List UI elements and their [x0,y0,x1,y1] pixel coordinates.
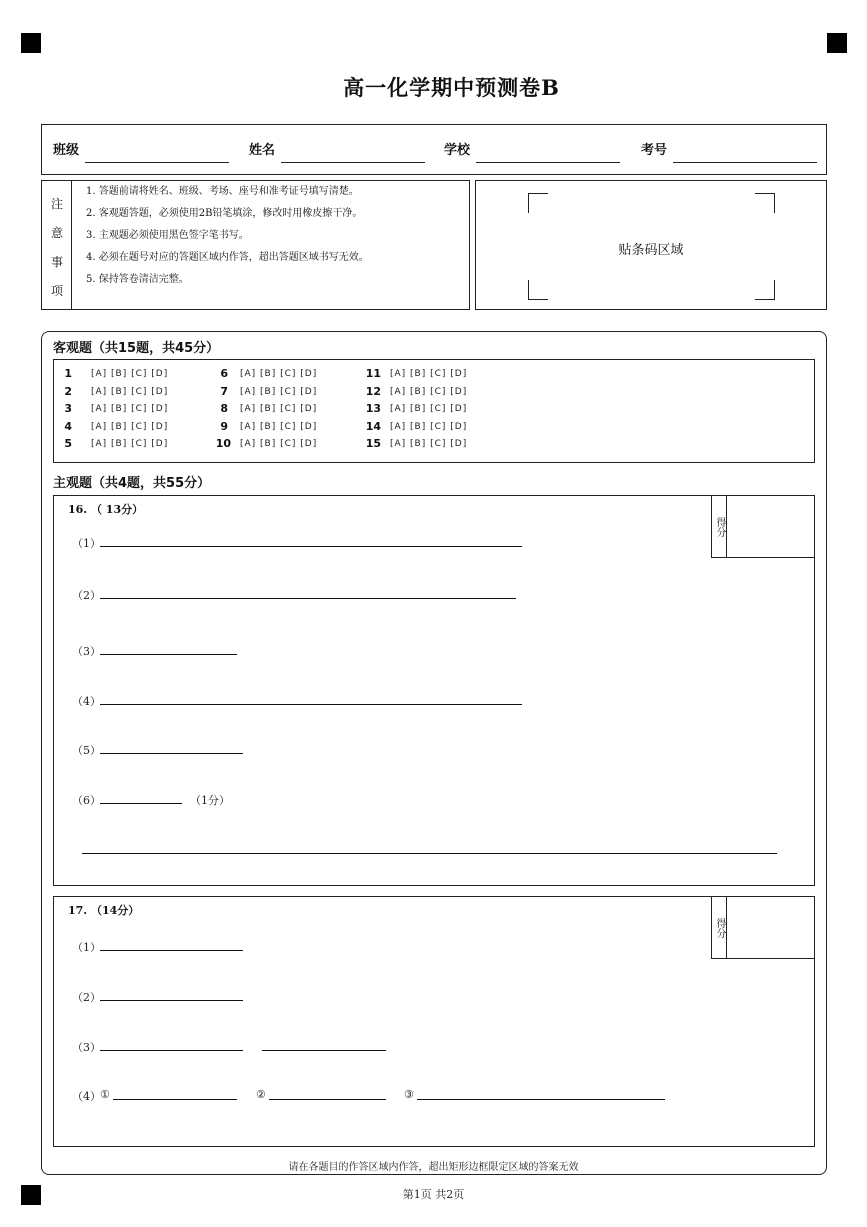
score-box[interactable] [711,897,814,959]
name-label: 姓名 [249,143,276,158]
q16-extra-answer-line[interactable] [82,853,777,854]
answer-options[interactable]: [A] [B] [C] [D] [390,404,468,414]
q17-part-4-mark-1: ① [100,1088,110,1101]
q17-part-4-label: （4） [72,1090,101,1103]
q17-part-3-label: （3） [72,1041,101,1054]
question-16-header: 16. （ 13分） [68,503,144,516]
student-info-box [41,124,827,175]
q16-part-2-answer-line[interactable] [100,598,516,599]
barcode-corner-bottom-left [528,280,548,300]
answer-options[interactable]: [A] [B] [C] [D] [240,369,318,379]
notice-char: 事 [50,255,63,269]
notice-side-label [42,181,72,309]
footer-note: 请在各题目的作答区域内作答，超出矩形边框限定区域的答案无效 [288,1162,579,1173]
answer-options[interactable]: [A] [B] [C] [D] [91,369,169,379]
page-number: 第1页 共2页 [402,1188,465,1201]
q17-part-1-label: （1） [72,941,101,954]
question-number: 2 [64,385,72,398]
answer-options[interactable]: [A] [B] [C] [D] [240,439,318,449]
objective-section-title: 客观题（共15题，共45分） [53,341,220,356]
answer-options[interactable]: [A] [B] [C] [D] [240,387,318,397]
question-number: 9 [220,420,228,433]
question-number: 13 [365,402,381,415]
q17-part-3-answer-line-a[interactable] [100,1050,243,1051]
score-label [712,496,727,557]
exam-number-field[interactable] [673,162,817,163]
answer-options[interactable]: [A] [B] [C] [D] [390,387,468,397]
question-number: 7 [220,385,228,398]
answer-options[interactable]: [A] [B] [C] [D] [91,387,169,397]
barcode-label: 贴条码区域 [618,243,684,258]
question-number: 5 [64,437,72,450]
q17-part-4-mark-3: ③ [404,1088,414,1101]
question-number: 6 [220,367,228,380]
q16-part-6-answer-line[interactable] [100,803,182,804]
question-number: 15 [365,437,381,450]
question-number: 8 [220,402,228,415]
exam-number-label: 考号 [641,143,668,158]
notice-char: 项 [50,284,63,298]
name-field[interactable] [281,162,425,163]
barcode-area [475,180,827,310]
q17-part-4-mark-2: ② [256,1088,266,1101]
notice-list [86,181,466,291]
subjective-section-title: 主观题（共4题，共55分） [53,476,211,491]
notice-item: 2. 客观题答题，必须使用2B铅笔填涂，修改时用橡皮擦干净。 [86,208,363,219]
class-label: 班级 [53,143,80,158]
score-label [712,897,727,958]
answer-options[interactable]: [A] [B] [C] [D] [91,422,169,432]
question-number: 14 [365,420,381,433]
answer-options[interactable]: [A] [B] [C] [D] [91,439,169,449]
question-number: 12 [365,385,381,398]
q16-part-6-label: （6） [72,794,101,807]
school-field[interactable] [476,162,620,163]
score-label-text: 得分 [714,917,725,938]
q17-part-3-answer-line-b[interactable] [262,1050,386,1051]
answer-options[interactable]: [A] [B] [C] [D] [390,422,468,432]
notice-item: 4. 必须在题号对应的答题区域内作答，超出答题区域书写无效。 [86,252,369,263]
class-field[interactable] [85,162,229,163]
answer-options[interactable]: [A] [B] [C] [D] [240,422,318,432]
notice-item: 3. 主观题必须使用黑色签字笔书写。 [86,230,249,241]
barcode-corner-top-right [755,193,775,213]
answer-options[interactable]: [A] [B] [C] [D] [390,369,468,379]
notice-item: 5. 保持答卷清洁完整。 [86,274,189,285]
answer-options[interactable]: [A] [B] [C] [D] [390,439,468,449]
question-number: 1 [64,367,72,380]
notice-char: 注 [50,197,63,211]
q17-part-4-answer-line-2[interactable] [269,1099,386,1100]
alignment-marker-top-right [827,33,847,53]
question-16-box [53,495,815,886]
q17-part-4-answer-line-3[interactable] [417,1099,665,1100]
barcode-corner-bottom-right [755,280,775,300]
q17-part-2-answer-line[interactable] [100,1000,243,1001]
question-number: 4 [64,420,72,433]
q16-part-5-answer-line[interactable] [100,753,243,754]
question-17-box [53,896,815,1147]
answer-options[interactable]: [A] [B] [C] [D] [91,404,169,414]
q16-part-5-label: （5） [72,744,101,757]
q17-part-4-answer-line-1[interactable] [113,1099,237,1100]
q16-part-4-label: （4） [72,695,101,708]
question-17-header: 17. （14分） [68,904,140,917]
q16-part-4-answer-line[interactable] [100,704,522,705]
page-title: 高一化学期中预测卷B [343,75,560,100]
question-number: 3 [64,402,72,415]
q17-part-2-label: （2） [72,991,101,1004]
q16-part-1-label: （1） [72,537,101,550]
objective-answer-grid [53,359,815,463]
answer-options[interactable]: [A] [B] [C] [D] [240,404,318,414]
score-box[interactable] [711,496,814,558]
question-number: 10 [215,437,231,450]
q16-part-6-score-note: （1分） [190,794,230,807]
q16-part-3-answer-line[interactable] [100,654,237,655]
q16-part-3-label: （3） [72,645,101,658]
school-label: 学校 [444,143,471,158]
q16-part-1-answer-line[interactable] [100,546,522,547]
alignment-marker-top-left [21,33,41,53]
q17-part-1-answer-line[interactable] [100,950,243,951]
question-number: 11 [365,367,381,380]
notice-item: 1. 答题前请将姓名、班级、考场、座号和准考证号填写清楚。 [86,186,359,197]
q16-part-2-label: （2） [72,589,101,602]
score-label-text: 得分 [714,516,725,537]
barcode-corner-top-left [528,193,548,213]
notice-char: 意 [50,226,63,240]
